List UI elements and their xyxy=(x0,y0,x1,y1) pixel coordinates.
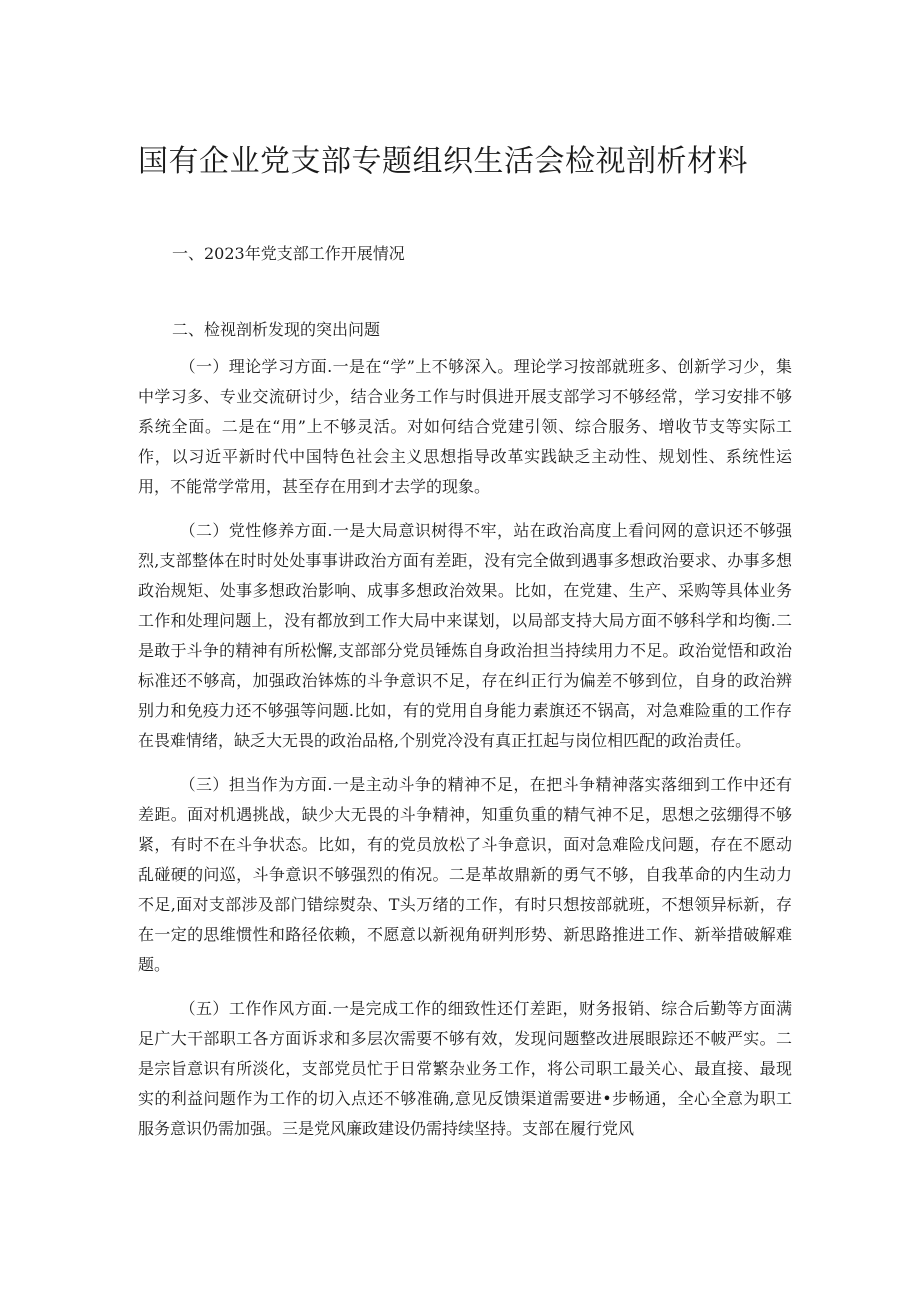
paragraph-responsibility: （三）担当作为方面.一是主动斗争的精神不足，在把斗争精神落实落细到工作中还有差距。面对机遇挑战，缺少大无畏的斗争精神，知重负重的精气神不足，思想之弦绷得不够紧，有时不在斗争状态。比如，有的党员放松了斗争意识，面对急难险戊问题，存在不愿动乱碰硬的问巡，斗争意识不够强烈的侑况。二是革故鼎新的勇气不够，自我革命的内生动力不足,面对支部涉及部门错综熨杂、T头万绪的工作，有时只想按部就班，不想领异标新，存在一定的思维惯性和路径依赖，不愿意以新视角研判形势、新思路推进工作、新举措破解难题。 xyxy=(138,775,792,974)
document-title: 国有企业党支部专题组织生活会检视剖析材料 xyxy=(138,144,748,179)
section-heading-1: 一、2023年党支部工作开展情况 xyxy=(172,244,405,263)
body-text xyxy=(138,352,792,1158)
paragraph-theory-study: （一）理论学习方面.一是在“学”上不够深入。理论学习按部就班多、创新学习少，集中学习多、专业交流研讨少，结合业务工作与时俱进开展支部学习不够经常，学习安排不够系统全面。二是在“用”上不够灵活。对如何结合党建引领、综合服务、增收节支等实际工作，以习近平新时代中国特色社会主义思想指导改革实践缺乏主动性、规划性、系统性运用，不能常学常用，甚至存在用到才去学的现象。 xyxy=(138,357,792,496)
section-heading-2: 二、检视剖析发现的突出问题 xyxy=(172,320,381,339)
paragraph-work-style: （五）工作作风方面.一是完成工作的细致性还仃差距，财务报销、综合后勤等方面满足广大干部职工各方面诉求和多层次需要不够有效，发现问题整改进展眼踪还不帔严实。二是宗旨意识有所淡化，支部党员忙于日常繁杂业务工作，将公司职工最关心、最直接、最现实的利益问题作为工作的切入点还不够准确,意见反馈渠道需要进•步畅通，全心全意为职工服务意识仍需加强。三是党风廉政建设仍需持续坚持。支部在履行党风 xyxy=(138,999,792,1138)
paragraph-party-spirit: （二）党性修养方面.一是大局意识树得不牢，站在政治高度上看问网的意识还不够强烈,支部整体在时时处处事事讲政治方面有差距，没有完全做到遇事多想政治要求、办事多想政治规矩、处事多想政治影响、成事多想政治效果。比如，在党建、生产、采购等具体业务工作和处理问题上，没有都放到工作大局中来谋划，以局部支持大局方面不够科学和均衡.二是敢于斗争的精神有所松懈,支部部分党员锤炼自身政治担当持续用力不足。政治觉悟和政治标准还不够高，加强政治钵炼的斗争意识不足，存在纠正行为偏差不够到位，自身的政治辨别力和免疫力还不够强等问题.比如，有的党用自身能力素旗还不锅高，对急难险重的工作存在畏难情绪，缺乏大无畏的政治品格,个别党冷没有真正扛起与岗位相匹配的政治责任。 xyxy=(138,521,792,750)
